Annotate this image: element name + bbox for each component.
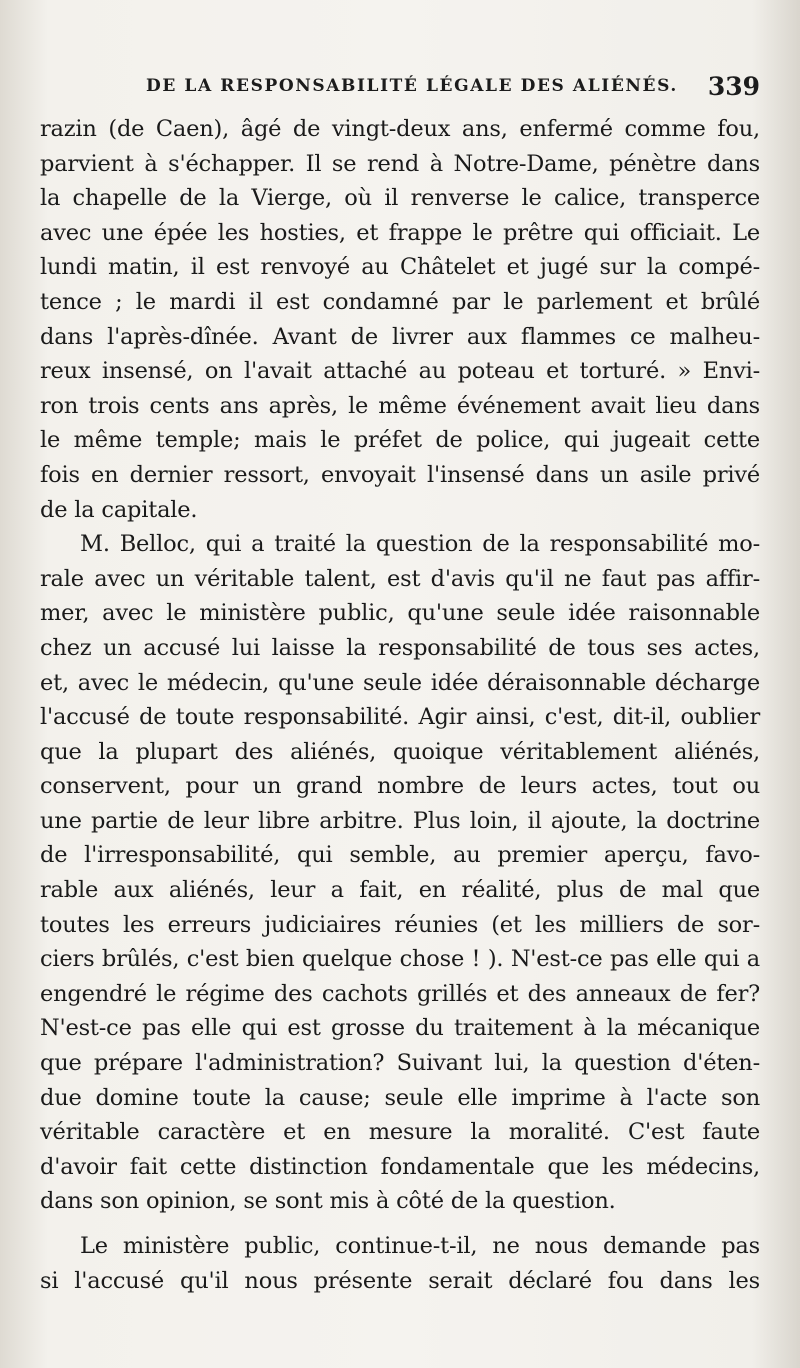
page-number: 339 [707,72,760,101]
text-line: N'est-ce pas elle qui est grosse du traitement à la mécanique [40,1015,760,1042]
text-line: due domine toute la cause; seule elle imprime à l'acte son [40,1084,760,1111]
text-line: tence ; le mardi il est condamné par le parlement et brûlé [40,288,760,315]
body-text [40,112,760,1298]
text-line: mer, avec le ministère public, qu'une seule idée raisonnable [40,600,760,627]
paragraph-gap [40,1219,760,1229]
text-line: d'avoir fait cette distinction fondamentale que les médecins, [40,1153,760,1180]
text-line: engendré le régime des cachots grillés et des anneaux de fer? [40,980,760,1007]
text-line: l'accusé de toute responsabilité. Agir ainsi, c'est, dit-il, oublier [40,704,760,731]
text-line: dans l'après-dînée. Avant de livrer aux flammes ce malheu- [40,323,760,350]
text-line: conservent, pour un grand nombre de leurs actes, tout ou [40,773,760,800]
text-line: avec une épée les hosties, et frappe le prêtre qui officiait. Le [40,219,760,246]
text-line: de l'irresponsabilité, qui semble, au premier aperçu, favo- [40,842,760,869]
text-line: chez un accusé lui laisse la responsabilité de tous ses actes, [40,634,760,661]
text-line: que la plupart des aliénés, quoique véritablement aliénés, [40,738,760,765]
text-line: toutes les erreurs judiciaires réunies (et les milliers de sor- [40,911,760,938]
running-title: DE LA RESPONSABILITÉ LÉGALE DES ALIÉNÉS. [146,76,678,96]
text-line: le même temple; mais le préfet de police, qui jugeait cette [40,427,760,454]
text-line: rale avec un véritable talent, est d'avis qu'il ne faut pas affir- [40,565,760,592]
text-line: reux insensé, on l'avait attaché au poteau et torturé. » Envi- [40,358,760,385]
text-line: que prépare l'administration? Suivant lui, la question d'éten- [40,1050,760,1077]
text-line: de la capitale. [40,496,198,523]
text-line: dans son opinion, se sont mis à côté de la question. [40,1188,616,1215]
text-line: la chapelle de la Vierge, où il renverse le calice, transperce [40,185,760,212]
text-line: ciers brûlés, c'est bien quelque chose ! ). N'est-ce pas elle qui a [40,946,760,973]
text-line: véritable caractère et en mesure la moralité. C'est faute [40,1119,760,1146]
page-header [40,72,770,106]
text-line: une partie de leur libre arbitre. Plus loin, il ajoute, la doctrine [40,807,760,834]
text-line: et, avec le médecin, qu'une seule idée déraisonnable décharge [40,669,760,696]
text-line: rable aux aliénés, leur a fait, en réalité, plus de mal que [40,877,760,904]
text-line: si l'accusé qu'il nous présente serait déclaré fou dans les [40,1267,760,1294]
text-line: razin (de Caen), âgé de vingt-deux ans, enfermé comme fou, [40,116,760,142]
text-line: fois en dernier ressort, envoyait l'insensé dans un asile privé [40,461,760,488]
text-line: lundi matin, il est renvoyé au Châtelet et jugé sur la compé- [40,254,760,281]
text-line: ron trois cents ans après, le même événement avait lieu dans [40,392,760,419]
text-line: parvient à s'échapper. Il se rend à Notre-Dame, pénètre dans [40,150,760,177]
text-line: M. Belloc, qui a traité la question de la responsabilité mo- [80,531,760,558]
text-line: Le ministère public, continue-t-il, ne nous demande pas [80,1233,760,1259]
